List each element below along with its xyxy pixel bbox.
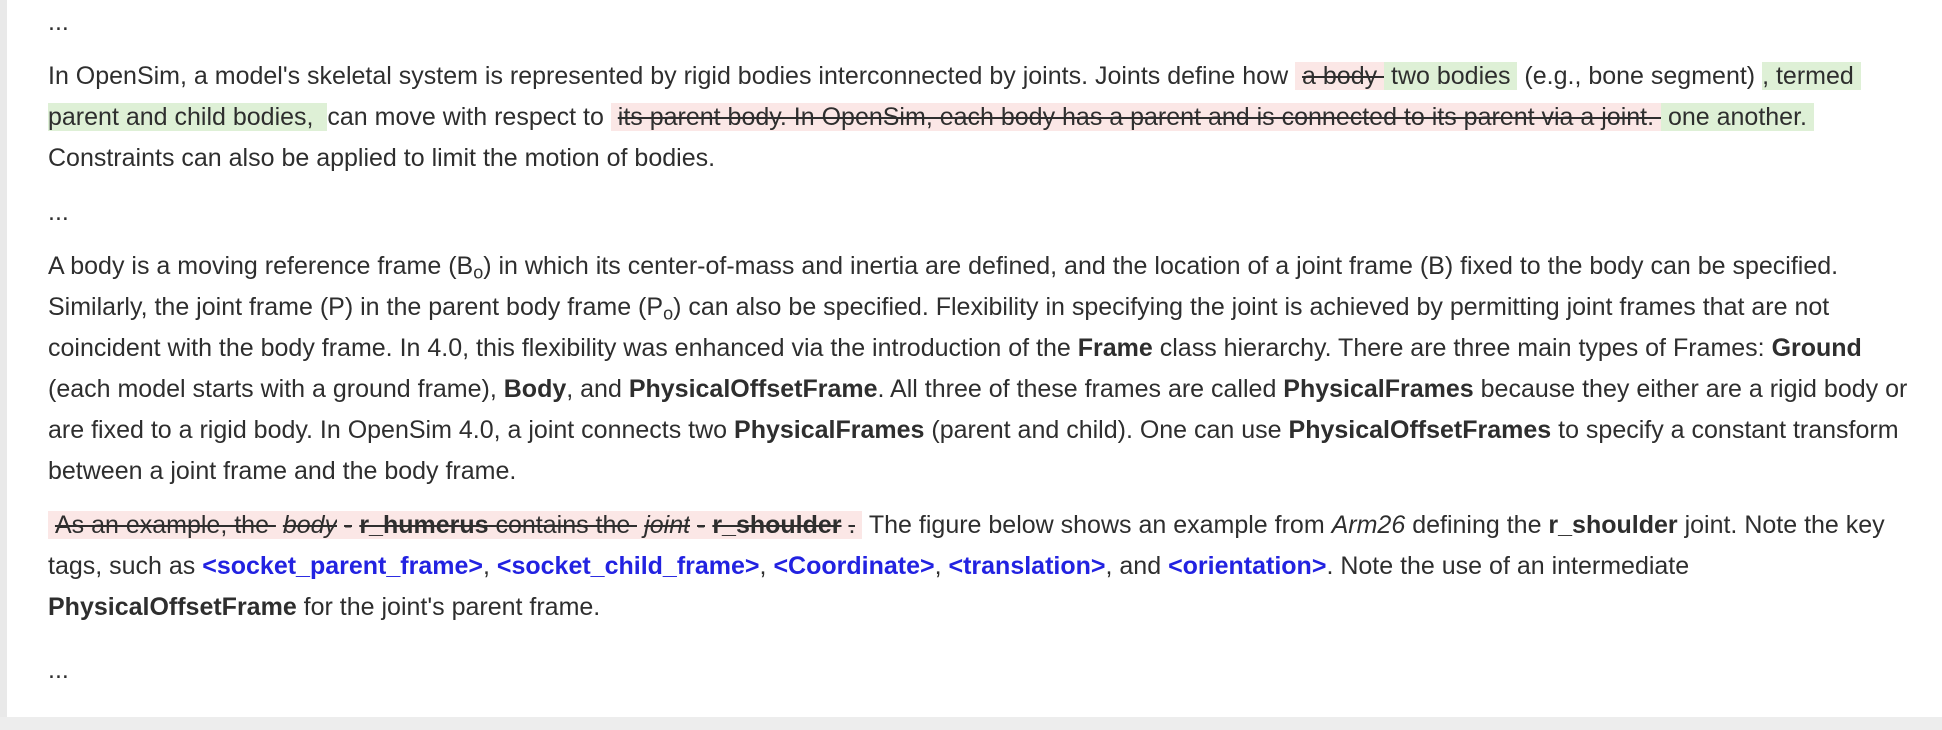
para-joints [48, 56, 1910, 179]
deleted-text: its parent body. In OpenSim, each body has a parent and is connected to its parent via a joint. [617, 103, 1662, 131]
text-segment: Ground [1771, 334, 1862, 362]
deleted-text: contains the [488, 511, 638, 539]
deleted-text [48, 511, 55, 539]
deleted-text: r_humerus [359, 511, 489, 539]
text-segment: . Note the use of an intermediate [1326, 552, 1697, 580]
text-segment: because they either are a rigid body or are fixed to a rigid body. In OpenSim 4.0, a joint connects two [48, 375, 1915, 444]
text-segment: r_shoulder [1548, 511, 1678, 539]
text-segment: Body [503, 375, 567, 403]
ellipsis-mid [48, 192, 1910, 233]
text-segment: for the joint's parent frame. [296, 593, 601, 621]
text-segment: to specify a constant transform between a joint frame and the body frame. [48, 416, 1906, 485]
text-segment: PhysicalOffsetFrames [1288, 416, 1552, 444]
text-segment: (each model starts with a ground frame), [48, 334, 1869, 403]
deleted-text: r_shoulder [712, 511, 842, 539]
text-segment: , and [1105, 552, 1169, 580]
deleted-text [276, 511, 283, 539]
subscript-text: o [473, 262, 484, 283]
text-segment: ) can also be specified. Flexibility in specifying the joint is achieved by permitting joint frames that are not coincident with the body frame. In 4.0, this flexibility was enhanced via the introduction of the [48, 293, 1837, 362]
text-segment: ) in which its center-of-mass and inertia are defined, and the location of a joint frame (B) fixed to the body can be specified. Similarly, the joint frame (P) in the parent body frame (P [48, 252, 1846, 321]
text-segment: defining the [1405, 511, 1549, 539]
text-segment: PhysicalOffsetFrame [628, 375, 878, 403]
ellipsis-top [48, 2, 1910, 43]
para-frames [48, 246, 1915, 492]
inserted-text: , termed parent and child bodies, [48, 62, 1861, 131]
subscript-text: o [663, 303, 674, 324]
document-body [7, 0, 1942, 717]
text-segment: . All three of these frames are called [877, 375, 1284, 403]
text-segment: Arm26 [1331, 511, 1406, 539]
deleted-text: body [282, 511, 338, 539]
text-segment: ... [48, 198, 69, 226]
text-segment: A body is a moving reference frame (B [48, 252, 474, 280]
text-segment: PhysicalOffsetFrame [48, 593, 297, 621]
text-segment: Frame [1077, 334, 1153, 362]
page-edge-bottom [0, 717, 1942, 730]
xml-tag-link[interactable]: <socket_child_frame> [496, 552, 760, 580]
text-segment: joint. Note the key tags, such as [48, 511, 1892, 580]
text-segment: , [482, 552, 497, 580]
deleted-text: - [697, 511, 706, 539]
text-segment: class hierarchy. There are three main types of Frames: [1152, 334, 1772, 362]
deleted-text [611, 103, 618, 131]
text-segment: PhysicalFrames [734, 416, 925, 444]
deleted-text [690, 511, 697, 539]
deleted-text: a body [1302, 62, 1385, 90]
text-segment: (e.g., bone segment) [1517, 62, 1763, 90]
deleted-text [1295, 62, 1302, 90]
para-example [48, 505, 1910, 628]
text-segment: ... [48, 656, 69, 684]
text-segment: ... [48, 8, 69, 36]
text-segment: , [759, 552, 774, 580]
deleted-text: . [848, 511, 856, 539]
text-segment: PhysicalFrames [1283, 375, 1474, 403]
xml-tag-link[interactable]: <orientation> [1168, 552, 1327, 580]
xml-tag-link[interactable]: <socket_parent_frame> [202, 552, 483, 580]
text-segment: Constraints can also be applied to limit the motion of bodies. [48, 103, 1821, 172]
text-segment: In OpenSim, a model's skeletal system is represented by rigid bodies interconnected by joints. Joints define how [48, 62, 1296, 90]
xml-tag-link[interactable]: <translation> [948, 552, 1106, 580]
xml-tag-link[interactable]: <Coordinate> [773, 552, 935, 580]
text-segment: The figure below shows an example from [862, 511, 1332, 539]
ellipsis-bottom [48, 650, 1910, 691]
inserted-text: one another. [1661, 103, 1814, 131]
deleted-text: As an example, the [54, 511, 276, 539]
page-edge-left [0, 0, 7, 730]
text-segment: , and [566, 375, 629, 403]
inserted-text: two bodies [1384, 62, 1518, 90]
text-segment: , [934, 552, 949, 580]
deleted-text: - [344, 511, 353, 539]
deleted-text [337, 511, 344, 539]
text-segment: can move with respect to [327, 103, 611, 131]
text-segment: (parent and child). One can use [924, 416, 1289, 444]
deleted-text: joint [644, 511, 691, 539]
